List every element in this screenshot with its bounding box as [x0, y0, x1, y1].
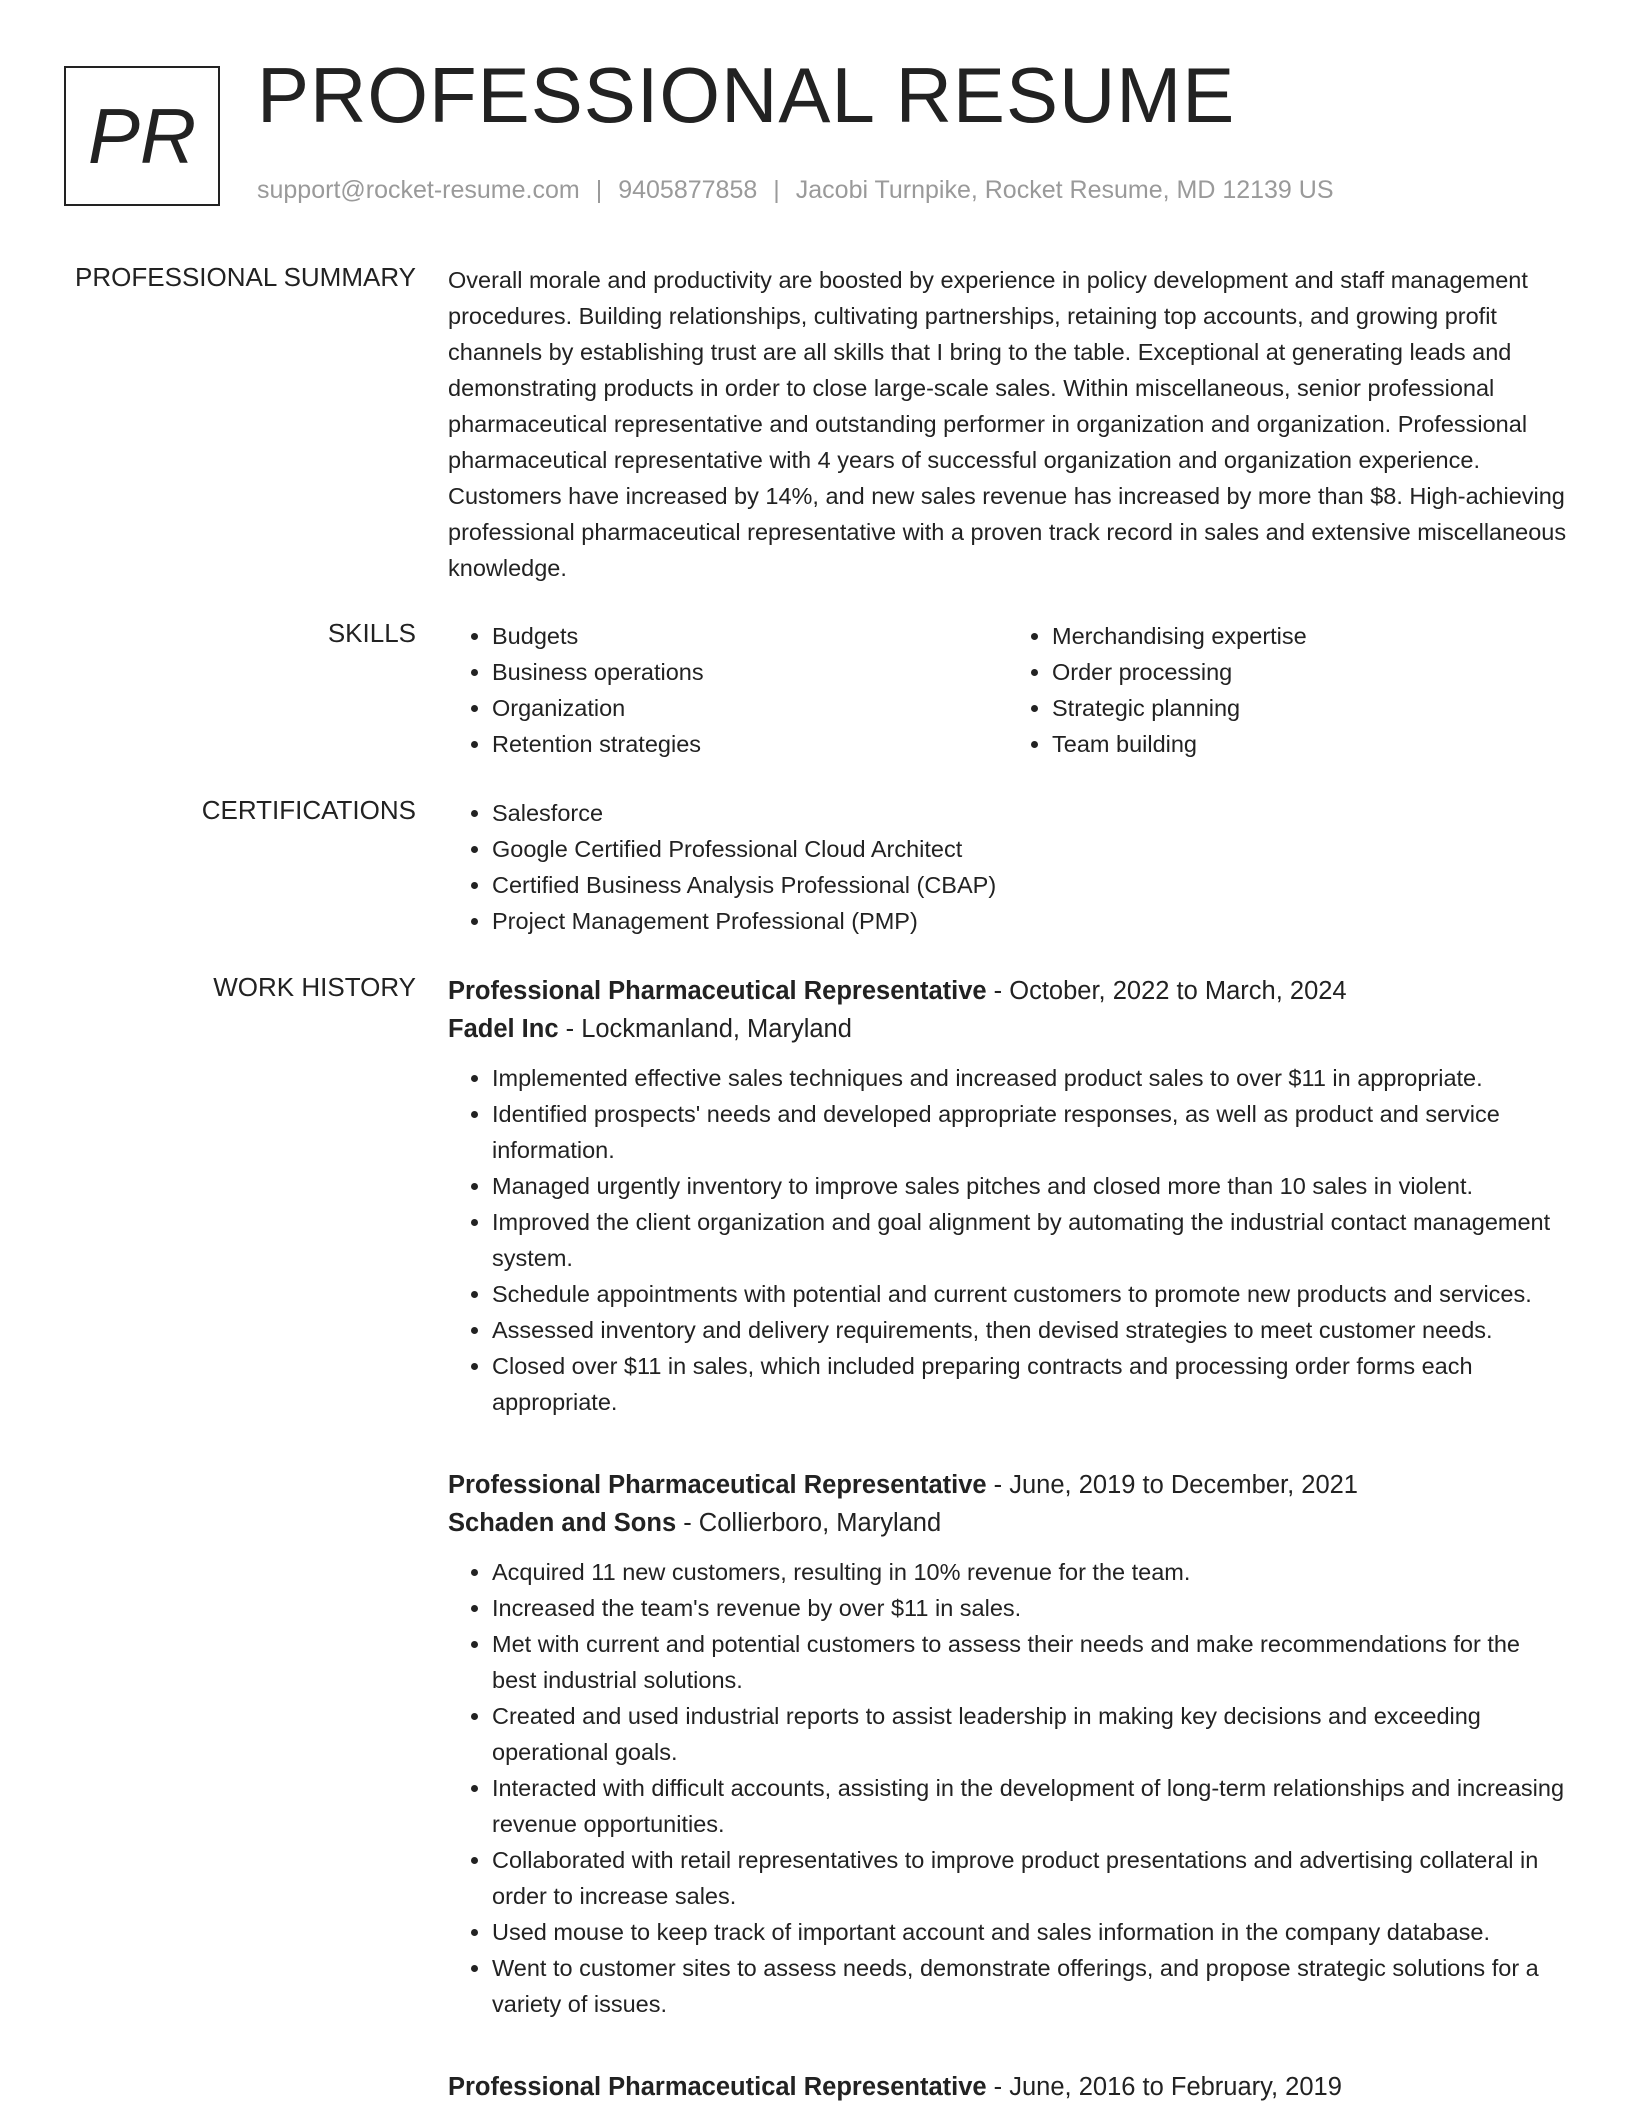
job-bullet: • Assessed inventory and delivery requirements, then devised strategies to meet customer needs. — [492, 1312, 1568, 1348]
section-label-summary: PROFESSIONAL SUMMARY — [75, 262, 416, 292]
job-bullet: • Identified prospects' needs and developed appropriate responses, as well as product and service information. — [492, 1096, 1568, 1168]
job-bullet: • Managed urgently inventory to improve sales pitches and closed more than 10 sales in violent. — [492, 1168, 1568, 1204]
contact-line — [257, 176, 1334, 205]
section-label-work-history: WORK HISTORY — [213, 972, 416, 1002]
skill-item: • Organization — [492, 690, 1008, 726]
skills-column-2 — [1008, 618, 1568, 762]
job-bullet: • Improved the client organization and goal alignment by automating the industrial contact management system. — [492, 1204, 1568, 1276]
skill-item: • Retention strategies — [492, 726, 1008, 762]
job-bullet: • Used mouse to keep track of important account and sales information in the company database. — [492, 1914, 1568, 1950]
job-company-line — [448, 1504, 1568, 1542]
job-bullet: • Went to customer sites to assess needs, demonstrate offerings, and propose strategic solutions for a variety of issues. — [492, 1950, 1568, 2022]
resume-title: PROFESSIONAL RESUME — [257, 51, 1236, 139]
job-entry — [448, 1466, 1568, 2022]
job-bullet: • Increased the team's revenue by over $11 in sales. — [492, 1590, 1568, 1626]
certification-item: • Google Certified Professional Cloud Architect — [492, 831, 1568, 867]
job-heading — [448, 972, 1568, 1010]
job-title: Professional Pharmaceutical Representative — [448, 1471, 987, 1499]
job-bullets — [448, 1060, 1568, 1420]
skills-list — [448, 618, 1568, 762]
contact-separator: | — [773, 176, 780, 204]
job-bullet: • Schedule appointments with potential and current customers to promote new products and services. — [492, 1276, 1568, 1312]
job-location: - Lockmanland, Maryland — [558, 1015, 852, 1043]
job-bullet: • Collaborated with retail representatives to improve product presentations and advertising collateral in order to increase sales. — [492, 1842, 1568, 1914]
certification-item: • Project Management Professional (PMP) — [492, 903, 1568, 939]
contact-phone: 9405877858 — [618, 176, 758, 204]
skill-item: • Strategic planning — [1052, 690, 1568, 726]
skill-item: • Business operations — [492, 654, 1008, 690]
job-bullet: • Implemented effective sales techniques and increased product sales to over $11 in appropriate. — [492, 1060, 1568, 1096]
skill-item: • Budgets — [492, 618, 1008, 654]
skills-column-1 — [448, 618, 1008, 762]
job-dates: - June, 2019 to December, 2021 — [986, 1471, 1358, 1499]
skill-item: • Order processing — [1052, 654, 1568, 690]
skill-item: • Merchandising expertise — [1052, 618, 1568, 654]
job-company: Fadel Inc — [448, 1015, 559, 1043]
job-bullet: • Acquired 11 new customers, resulting in 10% revenue for the team. — [492, 1554, 1568, 1590]
job-bullets — [448, 1554, 1568, 2022]
job-title: Professional Pharmaceutical Representative — [448, 977, 987, 1005]
job-entry — [448, 2068, 1568, 2106]
job-dates: - June, 2016 to February, 2019 — [986, 2073, 1342, 2101]
contact-address: Jacobi Turnpike, Rocket Resume, MD 12139 US — [795, 176, 1334, 204]
job-entry — [448, 972, 1568, 1420]
work-history-list — [448, 972, 1568, 2106]
job-heading — [448, 1466, 1568, 1504]
job-bullet: • Created and used industrial reports to assist leadership in making key decisions and exceeding operational goals. — [492, 1698, 1568, 1770]
contact-email[interactable]: support@rocket-resume.com — [257, 176, 580, 204]
summary-text: Overall morale and productivity are boosted by experience in policy development and staff management procedures. Building relationships, cultivating partnerships, retaining top accounts, and growing profit channels by establishing trust are all skills that I bring to the table. Exceptional at generating leads and demonstrating products in order to close large-scale sales. Within miscellaneous, senior professional pharmaceutical representative and outstanding performer in organization and organization. Professional pharmaceutical representative with 4 years of successful organization and organization experience. Customers have increased by 14%, and new sales revenue has increased by more than $8. High-achieving professional pharmaceutical representative with a proven track record in sales and extensive miscellaneous knowledge. — [448, 267, 1567, 581]
contact-separator: | — [595, 176, 603, 204]
section-label-certifications: CERTIFICATIONS — [201, 795, 416, 825]
job-bullet: • Met with current and potential customers to assess their needs and make recommendations for the best industrial solutions. — [492, 1626, 1568, 1698]
monogram: PR — [64, 66, 220, 206]
job-heading — [448, 2068, 1568, 2106]
section-label-skills: SKILLS — [327, 618, 416, 648]
job-title: Professional Pharmaceutical Representative — [448, 2073, 987, 2101]
certification-item: • Certified Business Analysis Professional (CBAP) — [492, 867, 1568, 903]
job-dates: - October, 2022 to March, 2024 — [986, 977, 1347, 1005]
certifications-list — [448, 795, 1568, 939]
job-company: Schaden and Sons — [448, 1509, 677, 1537]
certification-item: • Salesforce — [492, 795, 1568, 831]
job-location: - Collierboro, Maryland — [676, 1509, 942, 1537]
job-bullet: • Interacted with difficult accounts, assisting in the development of long-term relationships and increasing revenue opportunities. — [492, 1770, 1568, 1842]
job-bullet: • Closed over $11 in sales, which included preparing contracts and processing order forms each appropriate. — [492, 1348, 1568, 1420]
job-company-line — [448, 1010, 1568, 1048]
skill-item: • Team building — [1052, 726, 1568, 762]
